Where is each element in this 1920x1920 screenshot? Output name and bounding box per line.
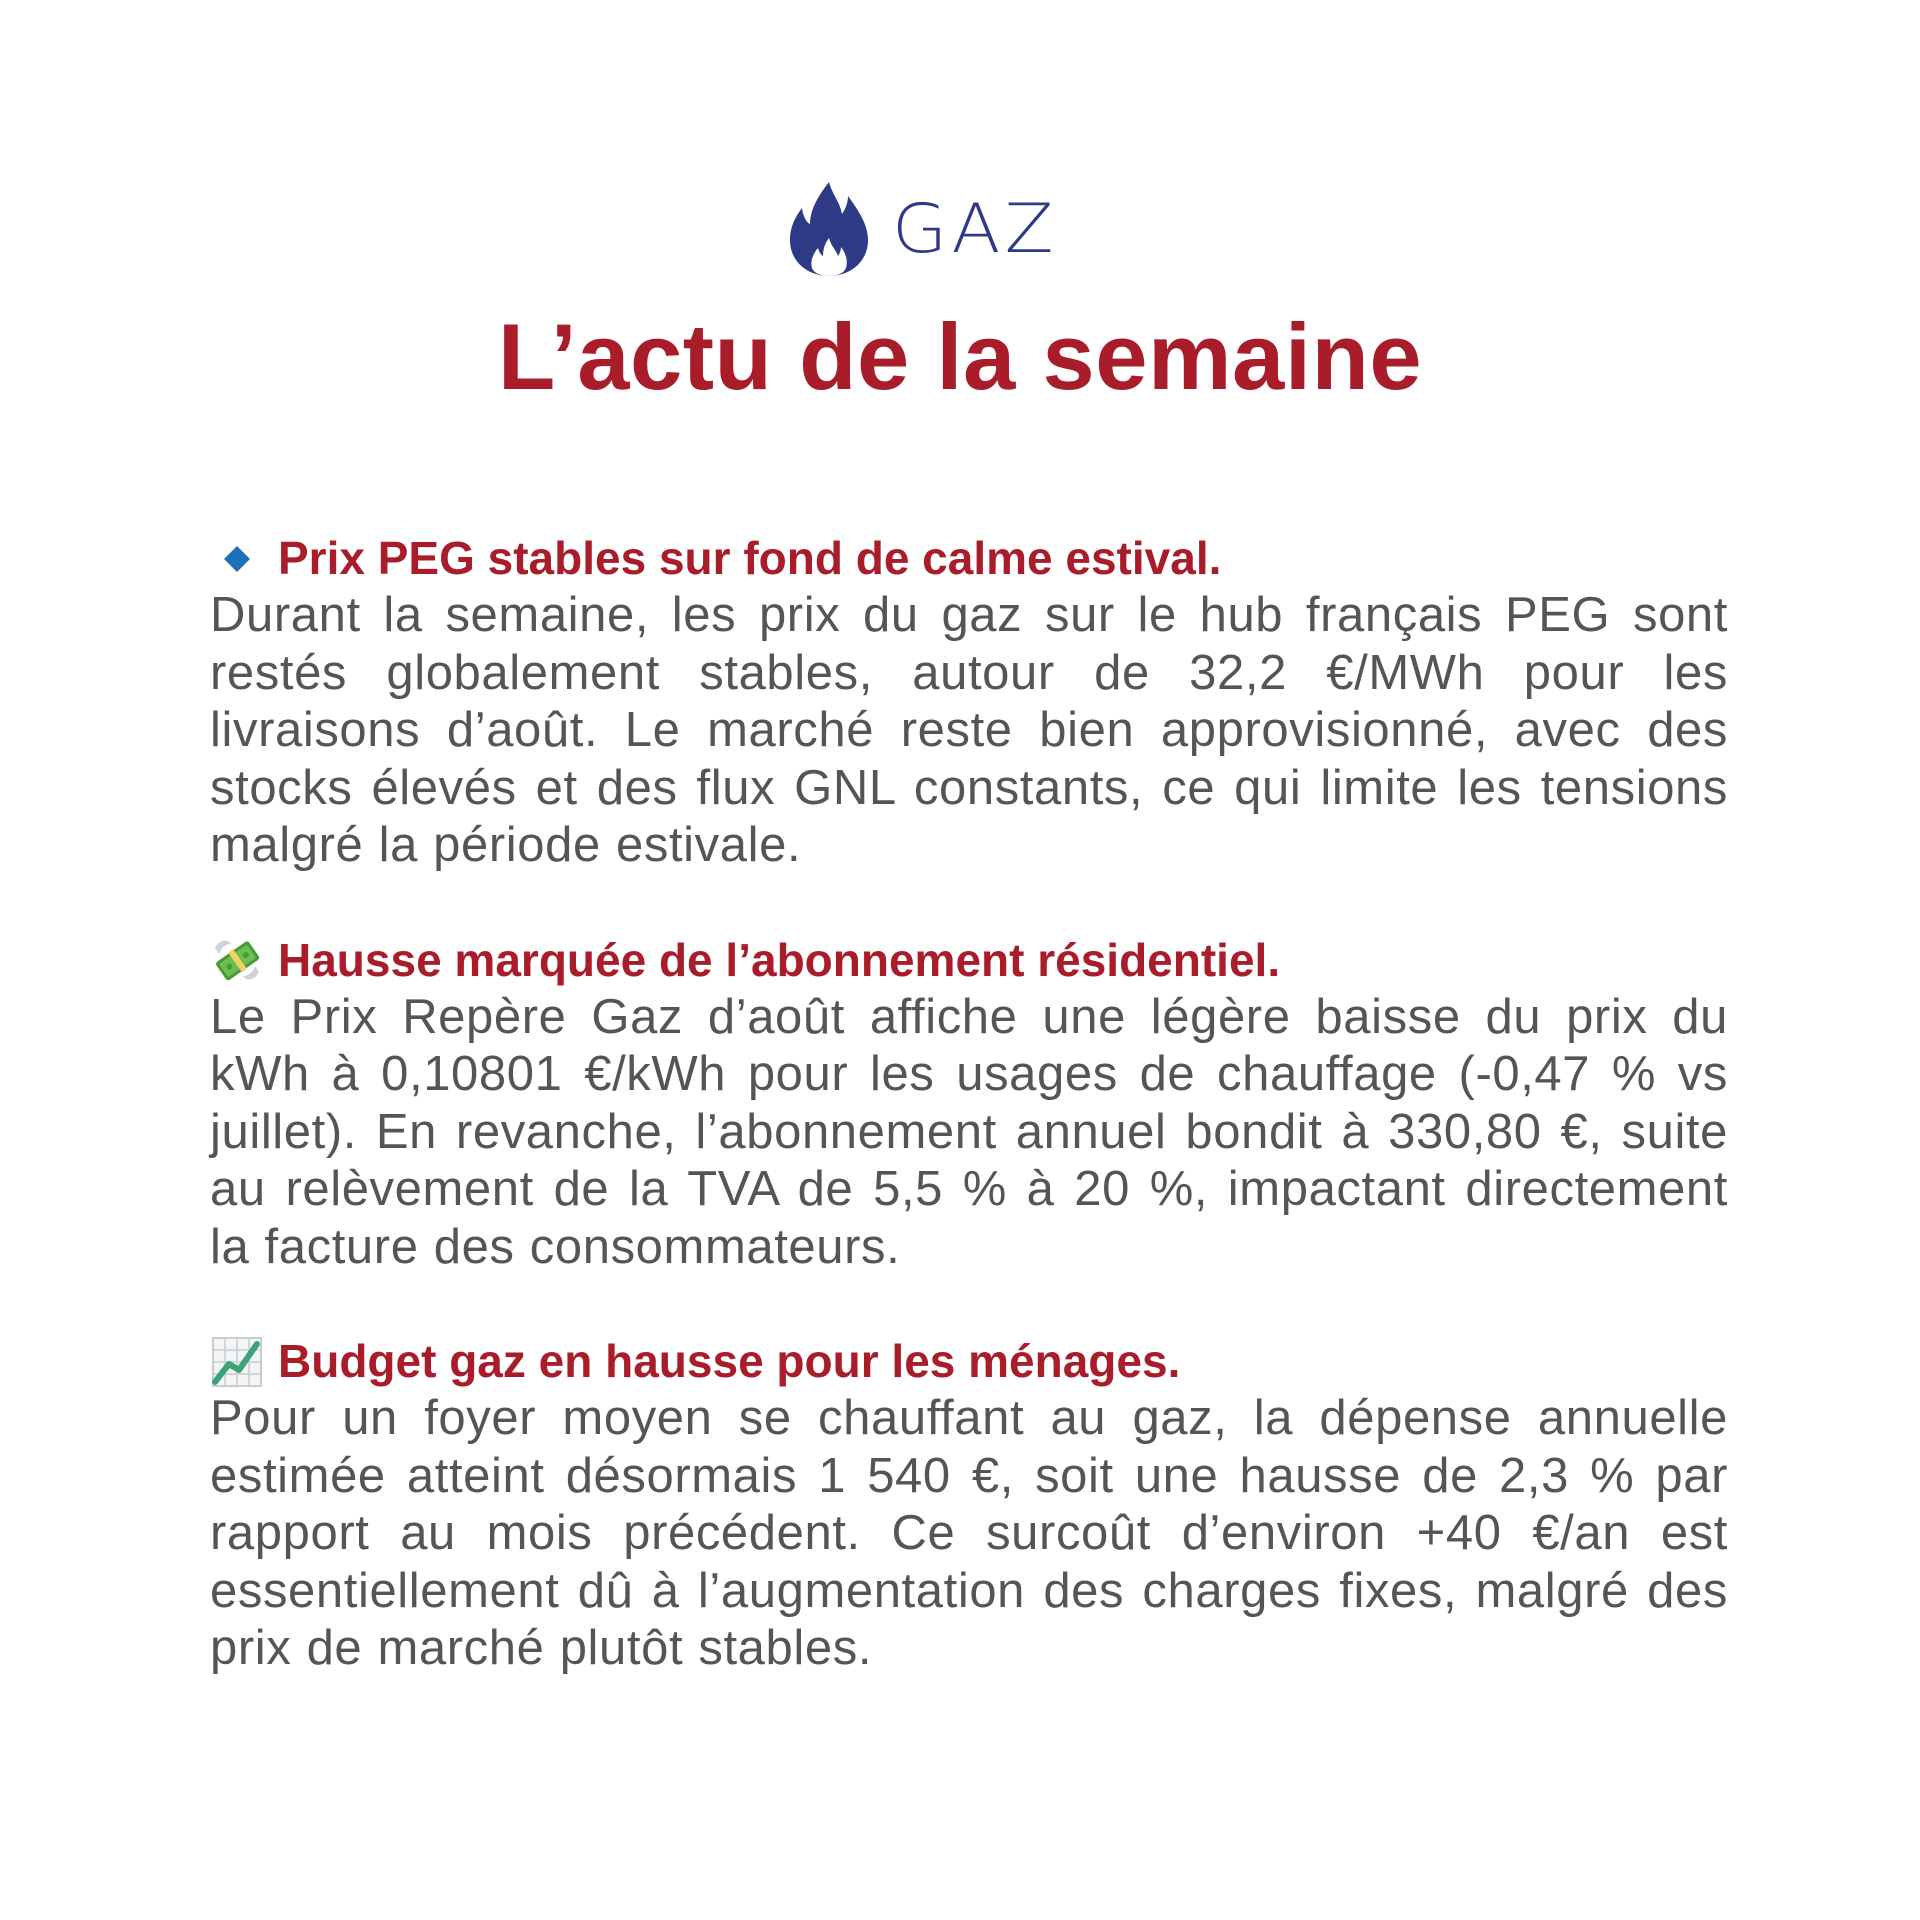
section-body: Le Prix Repère Gaz d’août affiche une légère baisse du prix du kWh à 0,10801 €/kWh pour les usages de chauffage (-0,47 % vs juillet). En revanche, l’abonnement annuel bondit à 330,80 €, suite au relèvement de la TVA de 5,5 % à 20 %, impactant directement la facture des consommateurs. bbox=[210, 989, 1728, 1274]
blue-diamond-icon bbox=[210, 532, 264, 586]
section-heading-text: Prix PEG stables sur fond de calme estival. bbox=[278, 532, 1222, 584]
section-body: Durant la semaine, les prix du gaz sur le hub français PEG sont restés globalement stables, autour de 32,2 €/MWh pour les livraisons d’août. Le marché reste bien approvisionné, avec des stocks élevés et des flux GNL constants, ce qui limite les tensions malgré la période estivale. bbox=[210, 588, 1728, 872]
page-title: L’actu de la semaine bbox=[497, 304, 1423, 409]
section-heading bbox=[210, 1333, 1728, 1390]
brand-label: GAZ bbox=[892, 190, 1058, 269]
chart-increasing-icon bbox=[210, 1335, 264, 1389]
section-heading bbox=[210, 530, 1728, 587]
section-body: Pour un foyer moyen se chauffant au gaz, la dépense annuelle estimée atteint désormais 1 540 €, soit une hausse de 2,3 % par rapport au mois précédent. Ce surcoût d’environ +40 €/an est essentiellement dû à l’augmentation des charges fixes, malgré des prix de marché plutôt stables. bbox=[210, 1391, 1728, 1675]
news-content bbox=[210, 530, 1728, 1735]
brand-header bbox=[788, 178, 1058, 278]
news-section-peg-prices bbox=[210, 530, 1728, 875]
section-heading bbox=[210, 932, 1728, 989]
flame-icon bbox=[788, 180, 870, 276]
section-heading-text: Budget gaz en hausse pour les ménages. bbox=[278, 1335, 1181, 1387]
money-with-wings-icon bbox=[210, 933, 264, 987]
news-section-subscription bbox=[210, 932, 1728, 1277]
section-heading-text: Hausse marquée de l’abonnement résidentiel. bbox=[278, 933, 1281, 986]
news-section-household-budget bbox=[210, 1333, 1728, 1678]
